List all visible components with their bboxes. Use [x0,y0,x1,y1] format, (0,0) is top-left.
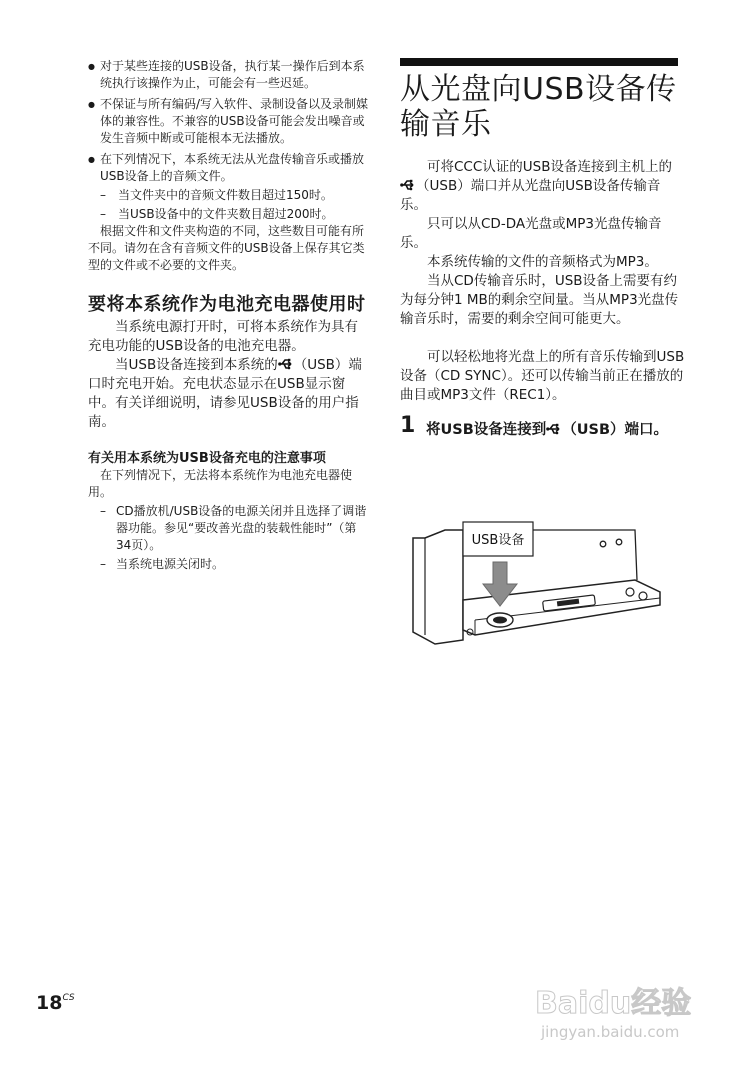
section-top-bar [400,58,678,66]
watermark-url: jingyan.baidu.com [541,1023,680,1041]
notes-item: – CD播放机/USB设备的电源关闭并且选择了调谐器功能。参见“要改善光盘的装载性能时”（第34页）。 [88,503,370,554]
charger-text: （USB）端口时充电开始。充电状态显示在USB显示窗中。有关详细说明，请参见USB设备的用户指南。 [88,357,362,430]
right-column [400,72,685,441]
usb-icon [546,423,562,435]
charger-paragraph [88,356,370,432]
intro-paragraph: 本系统传输的文件的音频格式为MP3。 [427,254,658,270]
dash-item: – 当文件夹中的音频文件数目超过150时。 [88,187,370,204]
step-text: 将USB设备连接到 [426,422,547,438]
page-number-value: 18 [36,992,63,1014]
charger-paragraph: 当系统电源打开时，可将本系统作为具有充电功能的USB设备的电池充电器。 [88,319,358,354]
bullet-item: ● 不保证与所有编码/写入软件、录制设备以及录制媒体的兼容性。不兼容的USB设备可能会发出噪音或发生音频中断或可能根本无法播放。 [88,96,370,147]
notes-item: – 当系统电源关闭时。 [88,556,370,573]
charger-text: 当USB设备连接到本系统的 [115,357,278,373]
bullet-item: ● 在下列情况下，本系统无法从光盘传输音乐或播放USB设备上的音频文件。 [88,151,370,185]
intro-paragraph: 可以轻松地将光盘上的所有音乐传输到USB设备（CD SYNC）。还可以传输当前正在播放的曲目或MP3文件（REC1）。 [400,349,685,403]
intro-text: 可将CCC认证的USB设备连接到主机上的 [427,159,672,175]
note-text: 根据文件和文件夹构造的不同，这些数目可能有所不同。请勿在含有音频文件的USB设备上保存其它类型的文件或不必要的文件夹。 [88,224,365,272]
usb-icon [278,358,294,370]
step-text: （USB）端口。 [562,422,669,438]
left-column [88,58,370,573]
bullet-item: ● 对于某些连接的USB设备，执行某一操作后到本系统执行该操作为止，可能会有一些迟延。 [88,58,370,92]
notes-intro: 在下列情况下，无法将本系统作为电池充电器使用。 [88,468,353,499]
page-suffix: CS [62,993,75,1003]
intro-paragraph: 只可以从CD-DA光盘或MP3光盘传输音乐。 [400,216,662,251]
watermark-main: Baidu经验 [535,986,692,1021]
page-number [36,992,75,1014]
intro-block [400,158,685,405]
usb-connection-illustration [405,520,665,665]
intro-paragraph [400,158,685,215]
page-title: 从光盘向USB设备传输音乐 [400,72,677,142]
baidu-watermark [535,975,735,1047]
step-number: 1 [400,413,416,438]
illus-label: USB设备 [471,533,525,548]
usb-icon [400,179,416,191]
intro-paragraph: 当从CD传输音乐时，USB设备上需要有约为每分钟1 MB的剩余空间量。当从MP3光盘传输音乐时，需要的剩余空间可能更大。 [400,273,679,327]
notes-heading: 有关用本系统为USB设备充电的注意事项 [88,451,326,466]
charger-heading: 要将本系统作为电池充电器使用时 [88,294,366,315]
dash-item: – 当USB设备中的文件夹数目超过200时。 [88,206,370,223]
step-1 [400,413,685,441]
intro-text: （USB）端口并从光盘向USB设备传输音乐。 [400,178,661,213]
